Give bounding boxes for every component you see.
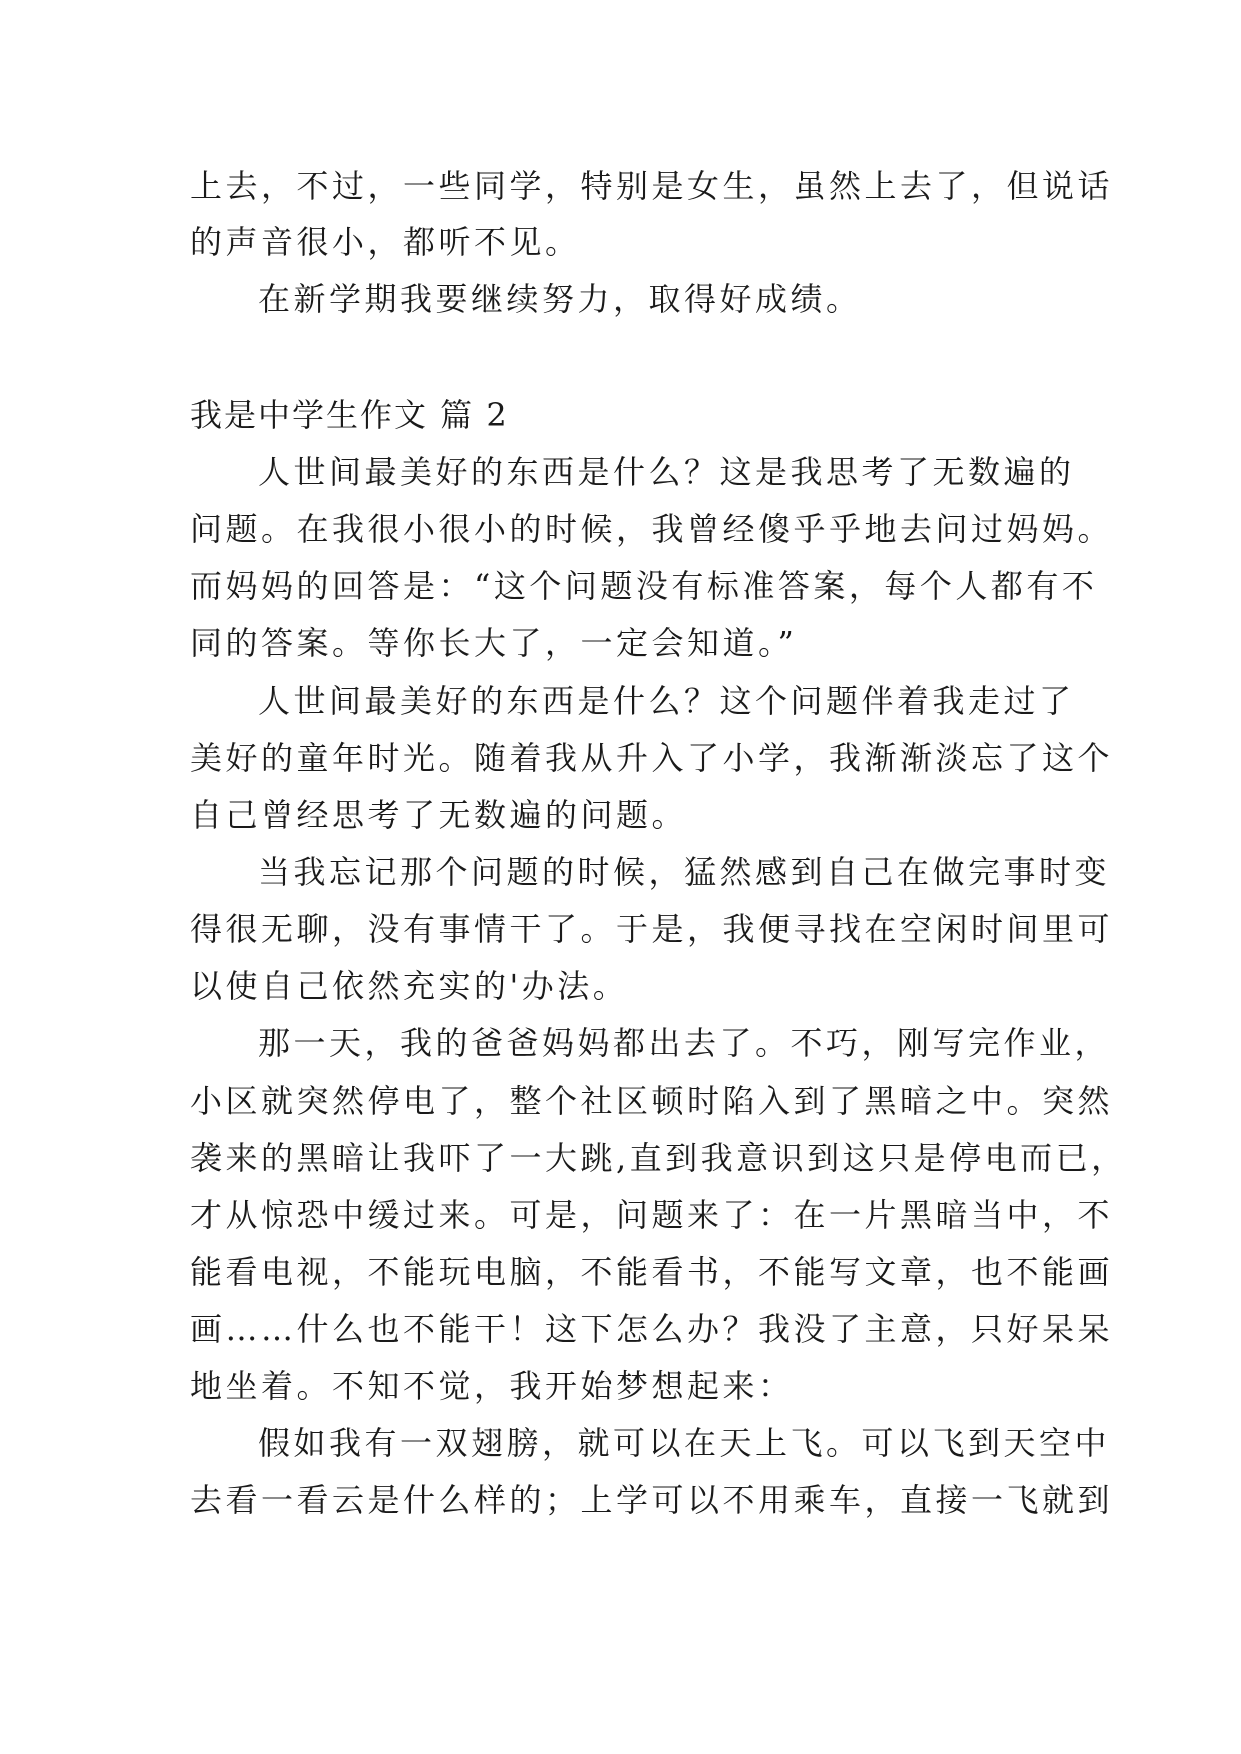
text-line: 那一天，我的爸爸妈妈都出去了。不巧，刚写完作业， — [258, 1024, 1111, 1062]
text-line: 地坐着。不知不觉，我开始梦想起来： — [190, 1367, 794, 1405]
text-line: 在新学期我要继续努力，取得好成绩。 — [258, 280, 862, 318]
text-line: 以使自己依然充实的'办法。 — [190, 967, 629, 1005]
text-line: 能看电视，不能玩电脑，不能看书，不能写文章，也不能画 — [190, 1253, 1114, 1291]
text-line: 问题。在我很小很小的时候，我曾经傻乎乎地去问过妈妈。 — [190, 510, 1114, 548]
text-line: 去看一看云是什么样的；上学可以不用乘车，直接一飞就到 — [190, 1481, 1114, 1519]
text-line: 美好的童年时光。随着我从升入了小学，我渐渐淡忘了这个 — [190, 739, 1114, 777]
text-line: 得很无聊，没有事情干了。于是，我便寻找在空闲时间里可 — [190, 910, 1114, 948]
text-line: 小区就突然停电了，整个社区顿时陷入到了黑暗之中。突然 — [190, 1082, 1114, 1120]
text-line: 而妈妈的回答是：“这个问题没有标准答案，每个人都有不 — [190, 567, 1098, 605]
text-line: 同的答案。等你长大了，一定会知道。” — [190, 624, 798, 662]
text-line: 人世间最美好的东西是什么？这个问题伴着我走过了 — [258, 682, 1075, 720]
text-line: 人世间最美好的东西是什么？这是我思考了无数遍的 — [258, 453, 1075, 491]
text-line: 的声音很小，都听不见。 — [190, 223, 581, 261]
text-line: 当我忘记那个问题的时候，猛然感到自己在做完事时变 — [258, 853, 1111, 891]
section-title: 我是中学生作文 篇 2 — [190, 396, 509, 434]
text-line: 自己曾经思考了无数遍的问题。 — [190, 796, 688, 834]
text-line: 画……什么也不能干！这下怎么办？我没了主意，只好呆呆 — [190, 1310, 1114, 1348]
text-line: 上去，不过，一些同学，特别是女生，虽然上去了，但说话 — [190, 167, 1114, 205]
text-line: 袭来的黑暗让我吓了一大跳,直到我意识到这只是停电而已， — [190, 1139, 1127, 1177]
text-line: 才从惊恐中缓过来。可是，问题来了：在一片黑暗当中，不 — [190, 1196, 1114, 1234]
text-line: 假如我有一双翅膀，就可以在天上飞。可以飞到天空中 — [258, 1424, 1111, 1462]
